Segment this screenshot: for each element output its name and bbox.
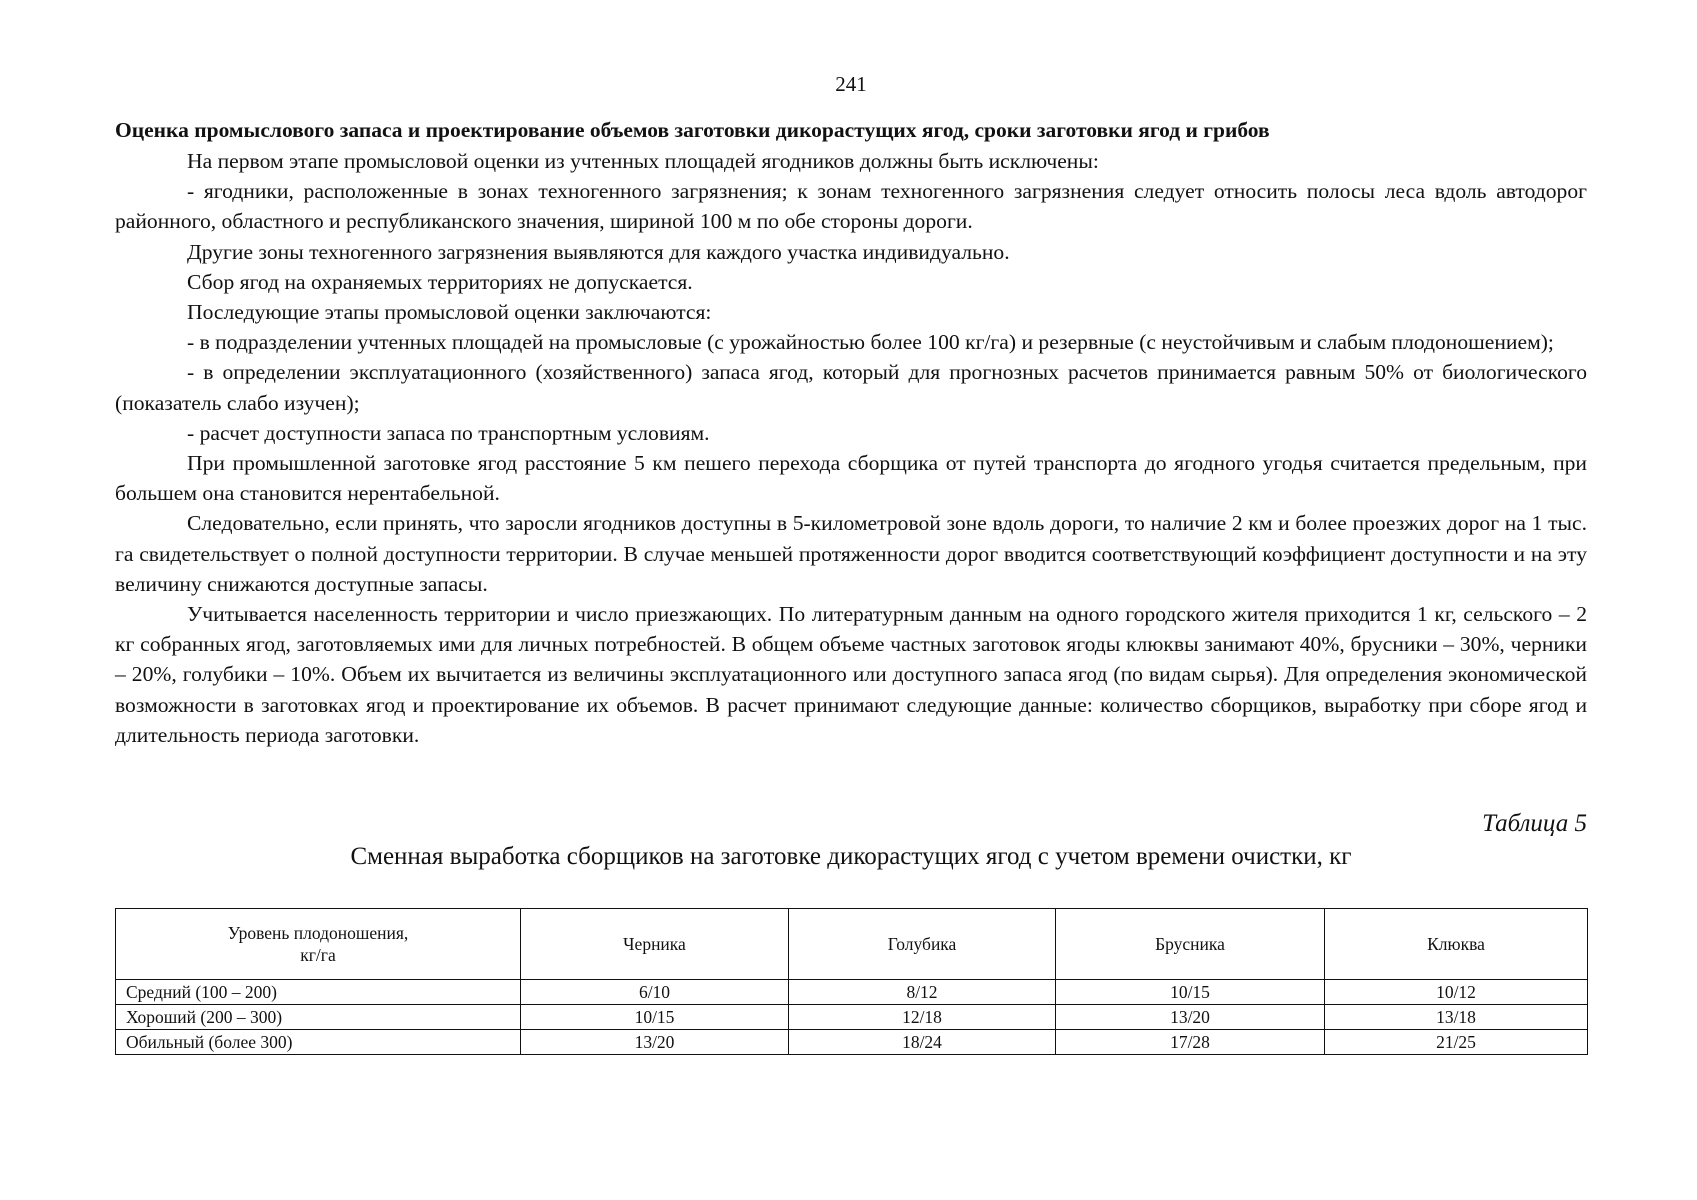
- table-row: [116, 1005, 1588, 1030]
- header-bog-bilberry: Голубика: [789, 909, 1056, 980]
- paragraph: Последующие этапы промысловой оценки заключаются:: [187, 300, 712, 325]
- section-heading: Оценка промыслового запаса и проектирование объемов заготовки дикорастущих ягод, сроки заготовки ягод и грибов: [115, 118, 1270, 142]
- table-cell: 10/15: [1056, 980, 1325, 1005]
- header-lingonberry: Брусника: [1056, 909, 1325, 980]
- table-cell: 10/12: [1325, 980, 1588, 1005]
- header-level: [116, 909, 521, 980]
- table-cell: 8/12: [789, 980, 1056, 1005]
- table-cell: 21/25: [1325, 1030, 1588, 1055]
- table-title: Сменная выработка сборщиков на заготовке дикорастущих ягод с учетом времени очистки, кг: [350, 843, 1352, 870]
- table-cell: 13/20: [521, 1030, 789, 1055]
- table-cell: 13/20: [1056, 1005, 1325, 1030]
- paragraph: На первом этапе промысловой оценки из учтенных площадей ягодников должны быть исключены:: [187, 149, 1099, 173]
- header-level-line2: кг/га: [300, 945, 336, 965]
- row-level: Средний (100 – 200): [116, 980, 521, 1005]
- table-cell: 18/24: [789, 1030, 1056, 1055]
- paragraph: - в подразделении учтенных площадей на промысловые (с урожайностью более 100 кг/га) и резервные (с неустойчивым и слабым плодоношением);: [187, 330, 1554, 355]
- paragraph: - в определении эксплуатационного (хозяйственного) запаса ягод, который для прогнозных расчетов принимается равным 50% от биологического (показатель слабо изучен);: [115, 360, 1587, 415]
- header-bilberry: Черника: [521, 909, 789, 980]
- header-cranberry: Клюква: [1325, 909, 1588, 980]
- paragraph: При промышленной заготовке ягод расстояние 5 км пешего перехода сборщика от путей транспорта до ягодного угодья считается предельным, при большем она становится нерентабельной.: [115, 451, 1587, 506]
- table-cell: 13/18: [1325, 1005, 1588, 1030]
- table-cell: 10/15: [521, 1005, 789, 1030]
- body-text: [115, 146, 1587, 750]
- paragraph: Следовательно, если принять, что заросли ягодников доступны в 5-километровой зоне вдоль дороги, то наличие 2 км и более проезжих дорог на 1 тыс. га свидетельствует о полной доступности территории. В случае меньшей протяженности дорог вводится соответствующий коэффициент доступности и на эту величину снижаются доступные запасы.: [115, 511, 1587, 596]
- paragraph: - ягодники, расположенные в зонах техногенного загрязнения; к зонам техногенного загрязнения следует относить полосы леса вдоль автодорог районного, областного и республиканского значения, шириной 100 м по обе стороны дороги.: [115, 179, 1587, 234]
- table-row: [116, 980, 1588, 1005]
- yield-table: [115, 908, 1588, 1055]
- paragraph: Сбор ягод на охраняемых территориях не допускается.: [187, 269, 693, 294]
- table-row: [116, 1030, 1588, 1055]
- page-number: 241: [835, 72, 867, 96]
- row-level: Обильный (более 300): [116, 1030, 521, 1055]
- table-cell: 17/28: [1056, 1030, 1325, 1055]
- header-level-line1: Уровень плодоношения,: [227, 923, 409, 943]
- paragraph: - расчет доступности запаса по транспортным условиям.: [187, 420, 710, 445]
- paragraph: Учитывается населенность территории и число приезжающих. По литературным данным на одного городского жителя приходится 1 кг, сельского – 2 кг собранных ягод, заготовляемых ими для личных потребностей. В общем объеме частных заготовок ягоды клюквы занимают 40%, брусники – 30%, черники – 20%, голубики – 10%. Объем их вычитается из величины эксплуатационного или доступного запаса ягод (по видам сырья). Для определения экономической возможности в заготовках ягод и проектирование их объемов. В расчет принимают следующие данные: количество сборщиков, выработку при сборе ягод и длительность периода заготовки.: [115, 602, 1587, 747]
- table-cell: 12/18: [789, 1005, 1056, 1030]
- table-label: Таблица 5: [1482, 810, 1587, 837]
- paragraph: Другие зоны техногенного загрязнения выявляются для каждого участка индивидуально.: [187, 239, 1010, 264]
- table-header-row: [116, 909, 1588, 980]
- row-level: Хороший (200 – 300): [116, 1005, 521, 1030]
- table-cell: 6/10: [521, 980, 789, 1005]
